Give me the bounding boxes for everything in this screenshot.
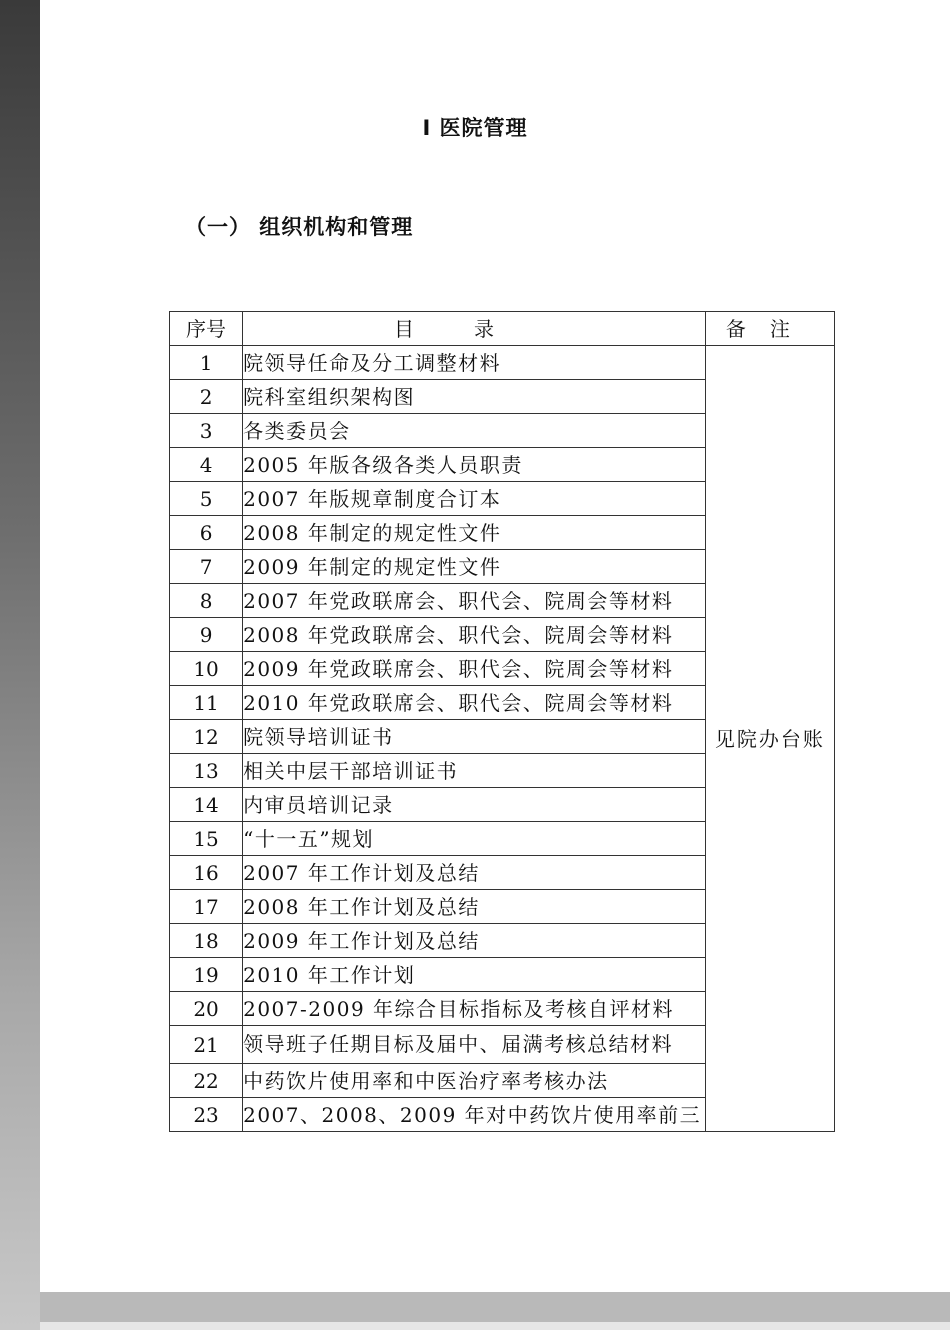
row-index: 15 — [170, 822, 243, 856]
table-header-row — [170, 312, 835, 346]
row-item: 领导班子任期目标及届中、届满考核总结材料 — [243, 1026, 706, 1064]
row-index: 3 — [170, 414, 243, 448]
row-item: 相关中层干部培训证书 — [243, 754, 706, 788]
row-item: 2010 年工作计划 — [243, 958, 706, 992]
row-item: 2007 年版规章制度合订本 — [243, 482, 706, 516]
header-item: 目录 — [243, 312, 706, 346]
row-item: 2008 年党政联席会、职代会、院周会等材料 — [243, 618, 706, 652]
row-item: 2009 年制定的规定性文件 — [243, 550, 706, 584]
row-index: 23 — [170, 1098, 243, 1132]
row-item: 2009 年党政联席会、职代会、院周会等材料 — [243, 652, 706, 686]
row-index: 10 — [170, 652, 243, 686]
row-index: 2 — [170, 380, 243, 414]
row-index: 4 — [170, 448, 243, 482]
row-index: 9 — [170, 618, 243, 652]
row-index: 7 — [170, 550, 243, 584]
header-index: 序号 — [170, 312, 243, 346]
row-item: 院领导任命及分工调整材料 — [243, 346, 706, 380]
row-index: 16 — [170, 856, 243, 890]
row-item: 2007、2008、2009 年对中药饮片使用率前三 — [243, 1098, 706, 1132]
row-index: 20 — [170, 992, 243, 1026]
row-item: 2010 年党政联席会、职代会、院周会等材料 — [243, 686, 706, 720]
row-item: 2009 年工作计划及总结 — [243, 924, 706, 958]
row-item: 2007 年工作计划及总结 — [243, 856, 706, 890]
row-index: 18 — [170, 924, 243, 958]
header-note: 备注 — [705, 312, 834, 346]
row-index: 5 — [170, 482, 243, 516]
row-index: 8 — [170, 584, 243, 618]
catalog-table — [169, 311, 835, 1132]
page-left-border — [0, 0, 40, 1330]
row-item: 中药饮片使用率和中医治疗率考核办法 — [243, 1064, 706, 1098]
row-item: “十一五”规划 — [243, 822, 706, 856]
row-index: 21 — [170, 1026, 243, 1064]
row-item: 2005 年版各级各类人员职责 — [243, 448, 706, 482]
row-index: 22 — [170, 1064, 243, 1098]
row-index: 19 — [170, 958, 243, 992]
row-item: 2007-2009 年综合目标指标及考核自评材料 — [243, 992, 706, 1026]
table-row — [170, 346, 835, 380]
row-index: 13 — [170, 754, 243, 788]
row-item: 2007 年党政联席会、职代会、院周会等材料 — [243, 584, 706, 618]
row-index: 17 — [170, 890, 243, 924]
row-item: 2008 年工作计划及总结 — [243, 890, 706, 924]
row-item: 内审员培训记录 — [243, 788, 706, 822]
row-index: 14 — [170, 788, 243, 822]
row-item: 院领导培训证书 — [243, 720, 706, 754]
row-item: 院科室组织架构图 — [243, 380, 706, 414]
page-bottom-border-light — [40, 1322, 950, 1330]
row-index: 12 — [170, 720, 243, 754]
page-title: I 医院管理 — [422, 116, 528, 140]
row-item: 2008 年制定的规定性文件 — [243, 516, 706, 550]
page-bottom-border — [40, 1292, 950, 1322]
row-index: 1 — [170, 346, 243, 380]
row-index: 11 — [170, 686, 243, 720]
section-title: （一） 组织机构和管理 — [185, 215, 414, 239]
note-cell: 见院办台账 — [705, 346, 834, 1132]
row-item: 各类委员会 — [243, 414, 706, 448]
row-index: 6 — [170, 516, 243, 550]
